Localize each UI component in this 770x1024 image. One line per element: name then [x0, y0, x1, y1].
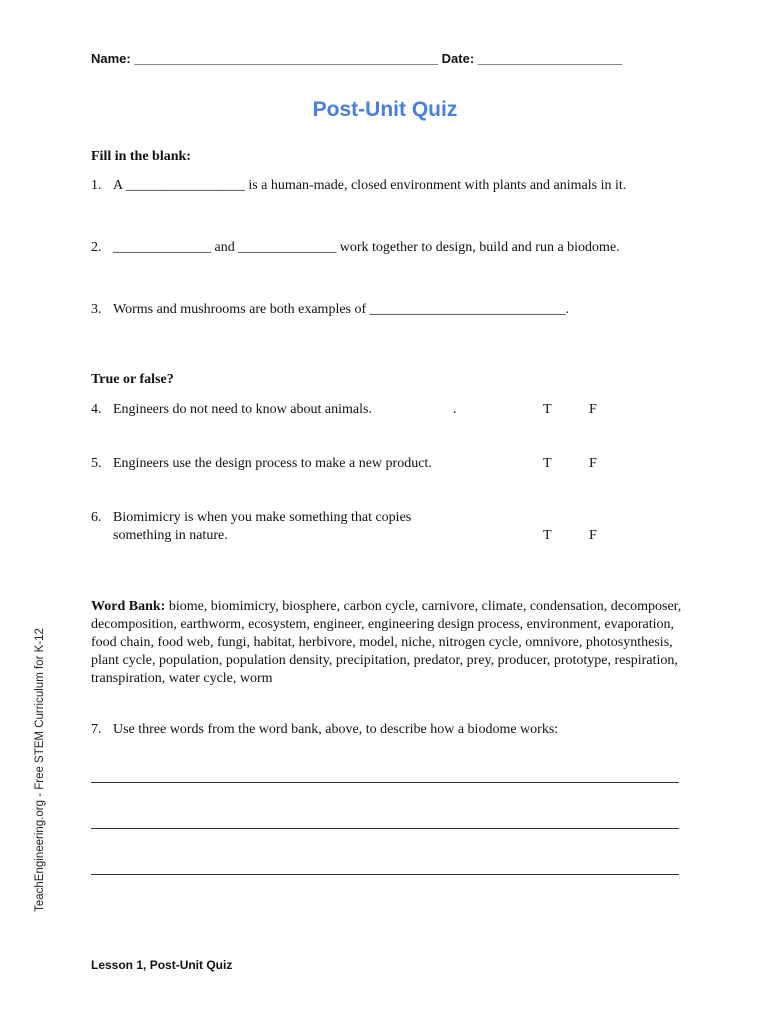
footer-label: Lesson 1, Post-Unit Quiz [91, 958, 233, 972]
question-6-line2: something in nature. [113, 528, 228, 543]
true-option-6[interactable]: T [543, 528, 552, 543]
question-number: 4. [91, 402, 102, 417]
question-number: 1. [91, 178, 102, 193]
true-option-5[interactable]: T [543, 456, 552, 471]
word-bank-words: biome, biomimicry, biosphere, carbon cycle, carnivore, climate, condensation, decomposer, decomposition, earthworm, ecosystem, engineer, engineering design process, environment, evaporation, food chain, food web, fungi, habitat, herbivore, model, niche, nitrogen cycle, omnivore, photosynthesis, plant cycle, population, population density, precipitation, predator, prey, producer, prototype, respiration, transpiration, water cycle, worm [91, 599, 682, 686]
page-title: Post-Unit Quiz [312, 98, 458, 121]
false-option-4[interactable]: F [589, 402, 597, 417]
question-4 [91, 402, 372, 418]
question-number: 2. [91, 240, 102, 255]
name-field[interactable]: __________________________________________ [134, 51, 439, 66]
question-text: ______________ and ______________ work together to design, build and run a biodome. [113, 240, 620, 255]
answer-line-1[interactable] [91, 782, 679, 783]
date-field[interactable]: ____________________ [477, 51, 623, 66]
question-text: Engineers use the design process to make a new product. [113, 456, 432, 471]
question-5 [91, 456, 432, 472]
question-text: Engineers do not need to know about animals. [113, 402, 372, 417]
header-name-date [91, 51, 622, 66]
question-number: 6. [91, 510, 102, 525]
answer-line-3[interactable] [91, 874, 679, 875]
false-option-5[interactable]: F [589, 456, 597, 471]
date-label: Date: [441, 51, 475, 66]
question-number: 7. [91, 722, 102, 737]
name-label: Name: [91, 51, 131, 66]
question-2[interactable] [91, 240, 620, 256]
fill-in-heading: Fill in the blank: [91, 149, 191, 164]
question-6 [91, 510, 411, 526]
question-number: 3. [91, 302, 102, 317]
question-text-line1: Biomimicry is when you make something that copies [113, 510, 412, 525]
true-option-4[interactable]: T [543, 402, 552, 417]
answer-line-2[interactable] [91, 828, 679, 829]
question-text: A _________________ is a human-made, closed environment with plants and animals in it. [113, 178, 627, 193]
word-bank [91, 598, 691, 688]
question-number: 5. [91, 456, 102, 471]
question-1[interactable] [91, 178, 626, 194]
word-bank-label: Word Bank: [91, 599, 166, 614]
question-3[interactable] [91, 302, 569, 318]
true-false-heading: True or false? [91, 372, 174, 387]
false-option-6[interactable]: F [589, 528, 597, 543]
question-text: Worms and mushrooms are both examples of ____________________________. [113, 302, 570, 317]
question-4-trailing-dot: . [453, 402, 457, 417]
sidebar-credit: TeachEngineering.org - Free STEM Curriculum for K-12 [34, 628, 46, 912]
question-text: Use three words from the word bank, above, to describe how a biodome works: [113, 722, 559, 737]
question-7 [91, 722, 558, 738]
